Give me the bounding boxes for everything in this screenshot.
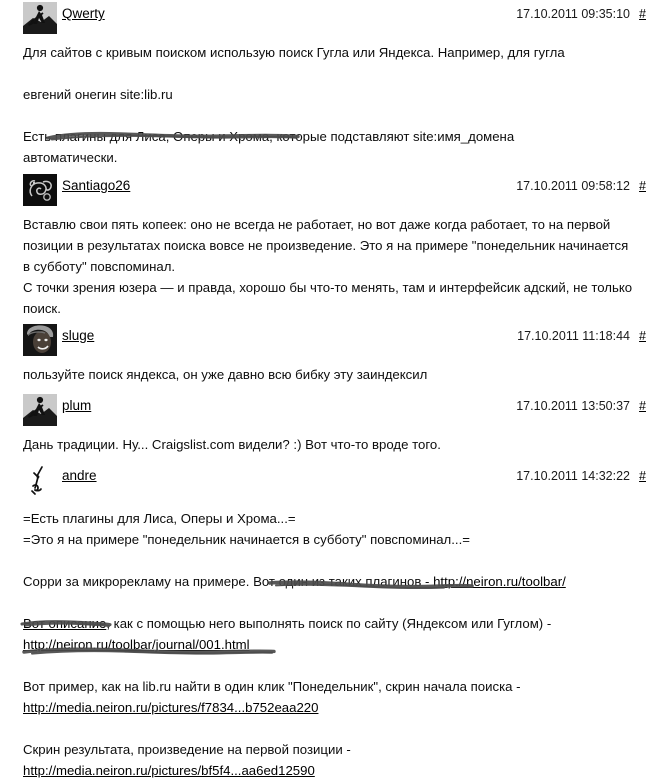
post-header-plum	[0, 392, 656, 428]
post-paragraph: С точки зрения юзера — и правда, хорошо бы что-то менять, там и интерфейсик адский, не только поиск.	[23, 280, 633, 316]
description-rest-text: , как с помощью него выполнять поиск по сайту (Яндексом или Гуглом) -	[106, 616, 552, 631]
post-permalink-link[interactable]: #	[639, 469, 646, 483]
post-body-qwerty	[0, 42, 656, 168]
post-paragraph: Есть плагины для Лиса, Оперы и Хрома, которые подставляют site:имя_домена автоматически.	[23, 129, 515, 165]
paragraph-result: Скрин результата, произведение на первой позиции -	[23, 742, 351, 757]
paragraph-spacer	[23, 105, 644, 126]
quote-line: =Есть плагины для Лиса, Оперы и Хрома...=	[23, 511, 296, 526]
post-header-santiago26	[0, 172, 656, 208]
link-picture-1[interactable]: http://media.neiron.ru/pictures/f7834...b752eaa220	[23, 700, 319, 715]
paragraph-sorry	[23, 571, 656, 592]
paragraph-spacer	[23, 592, 656, 613]
paragraph-spacer	[23, 718, 656, 739]
author-link-sluge[interactable]: sluge	[62, 328, 95, 343]
post-paragraph: Вставлю свои пять копеек: оно не всегда не работает, но вот даже когда работает, то на первой позиции в результатах поиска вовсе не произведение. Это я на примере "понедельник начинается в субботу" повспоминал.	[23, 217, 629, 274]
avatar-stick-figure-sketch-icon	[25, 464, 61, 500]
sorry-text-prefix: Сорри за микрорекламу на примере.	[23, 574, 254, 589]
paragraph-description	[23, 613, 656, 634]
author-link-santiago26[interactable]: Santiago26	[62, 178, 131, 193]
post-header-qwerty	[0, 0, 656, 36]
paragraph-journal-link	[23, 634, 656, 655]
post-body-santiago26	[0, 214, 656, 319]
paragraph-pic1-link	[23, 697, 656, 718]
avatar-roadworks-digger-icon	[23, 2, 57, 34]
post-permalink-link[interactable]: #	[639, 7, 646, 21]
post-header-andre	[0, 462, 656, 498]
post-permalink-link[interactable]: #	[639, 399, 646, 413]
avatar-roadworks-digger-icon	[23, 394, 57, 426]
link-journal[interactable]: http://neiron.ru/toolbar/journal/001.html	[23, 637, 250, 652]
post-timestamp: 17.10.2011 09:35:10	[516, 7, 630, 21]
post-permalink-link[interactable]: #	[639, 179, 646, 193]
post-paragraph: Для сайтов с кривым поиском использую поиск Гугла или Яндекса. Например, для гугла	[23, 45, 565, 60]
post-paragraph: Дань традиции. Ну... Craigslist.com видели? :) Вот что-то вроде того.	[23, 437, 441, 452]
paragraph-spacer	[23, 550, 656, 571]
quote-line: =Это я на примере "понедельник начинается в субботу" повспоминал...=	[23, 532, 470, 547]
paragraph-spacer	[23, 63, 644, 84]
post-timestamp: 17.10.2011 09:58:12	[516, 179, 630, 193]
author-link-andre[interactable]: andre	[62, 468, 97, 483]
sorry-text-dash: -	[421, 574, 434, 589]
post-paragraph: евгений онегин site:lib.ru	[23, 87, 173, 102]
author-link-qwerty[interactable]: Qwerty	[62, 6, 105, 21]
paragraph-spacer	[23, 655, 656, 676]
post-body-sluge	[0, 364, 656, 385]
post-paragraph: пользуйте поиск яндекса, он уже давно всю бибку эту заиндексил	[23, 367, 428, 382]
link-toolbar[interactable]: http://neiron.ru/toolbar/	[433, 574, 566, 589]
post-timestamp: 17.10.2011 13:50:37	[516, 399, 630, 413]
post-body-andre	[0, 508, 656, 781]
link-picture-2[interactable]: http://media.neiron.ru/pictures/bf5f4...aa6ed12590	[23, 763, 315, 778]
post-timestamp: 17.10.2011 14:32:22	[516, 469, 630, 483]
post-header-sluge	[0, 322, 656, 358]
author-link-plum[interactable]: plum	[62, 398, 92, 413]
post-body-plum	[0, 434, 656, 455]
post-timestamp: 17.10.2011 11:18:44	[517, 329, 630, 343]
avatar-portrait-photo-icon	[23, 324, 57, 356]
description-marked-link[interactable]: Вот описание	[23, 616, 107, 631]
sorry-text-marked: Вот один из таких плагинов	[253, 574, 422, 589]
paragraph-pic2-link	[23, 760, 656, 781]
post-permalink-link[interactable]: #	[639, 329, 646, 343]
paragraph-example: Вот пример, как на lib.ru найти в один клик "Понедельник", скрин начала поиска -	[23, 679, 521, 694]
avatar-dark-ornament-icon	[23, 174, 57, 206]
